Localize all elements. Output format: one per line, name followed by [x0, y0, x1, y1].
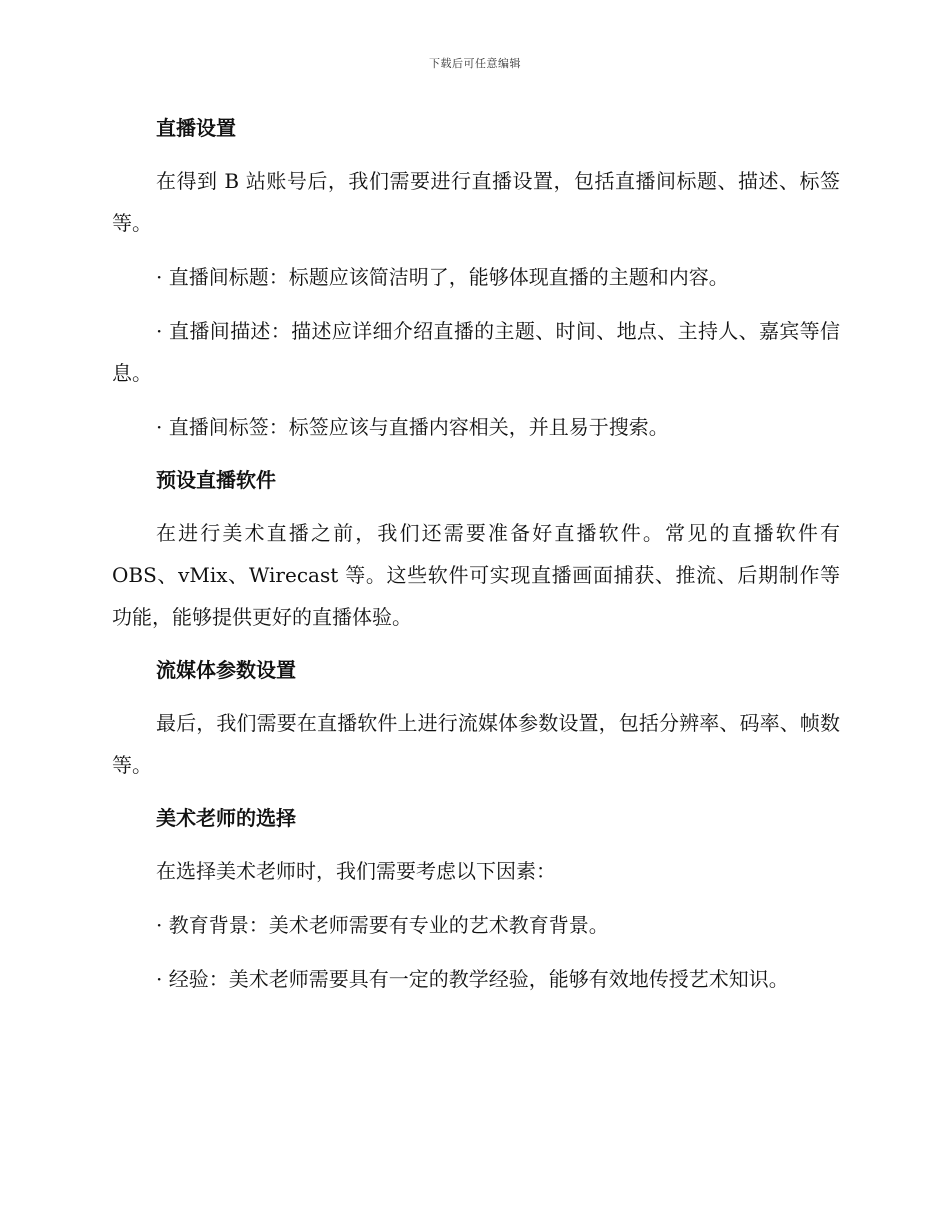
section-heading-streaming: 流媒体参数设置: [156, 658, 296, 682]
bullet-room-tags: · 直播间标签：标签应该与直播内容相关，并且易于搜索。: [156, 415, 669, 439]
bullet-room-title: · 直播间标题：标题应该简洁明了，能够体现直播的主题和内容。: [156, 265, 729, 289]
section-heading-software: 预设直播软件: [156, 468, 276, 492]
paragraph-live-settings-intro: 在得到 B 站账号后，我们需要进行直播设置，包括直播间标题、描述、标签等。: [112, 169, 840, 235]
page-header-note: 下载后可任意编辑: [429, 57, 521, 70]
bullet-experience: · 经验：美术老师需要具有一定的教学经验，能够有效地传授艺术知识。: [156, 967, 789, 991]
paragraph-streaming: 最后，我们需要在直播软件上进行流媒体参数设置，包括分辨率、码率、帧数等。: [112, 711, 840, 777]
paragraph-teacher-intro: 在选择美术老师时，我们需要考虑以下因素：: [156, 859, 556, 883]
section-heading-live-settings: 直播设置: [156, 116, 236, 140]
document-body: [112, 108, 840, 1012]
section-heading-teacher: 美术老师的选择: [156, 806, 296, 830]
bullet-education-background: · 教育背景：美术老师需要有专业的艺术教育背景。: [156, 913, 609, 937]
bullet-room-description: · 直播间描述：描述应详细介绍直播的主题、时间、地点、主持人、嘉宾等信息。: [112, 319, 840, 385]
paragraph-software: 在进行美术直播之前，我们还需要准备好直播软件。常见的直播软件有 OBS、vMix、Wirecast 等。这些软件可实现直播画面捕获、推流、后期制作等功能，能够提供更好的直播体验。: [112, 521, 840, 629]
